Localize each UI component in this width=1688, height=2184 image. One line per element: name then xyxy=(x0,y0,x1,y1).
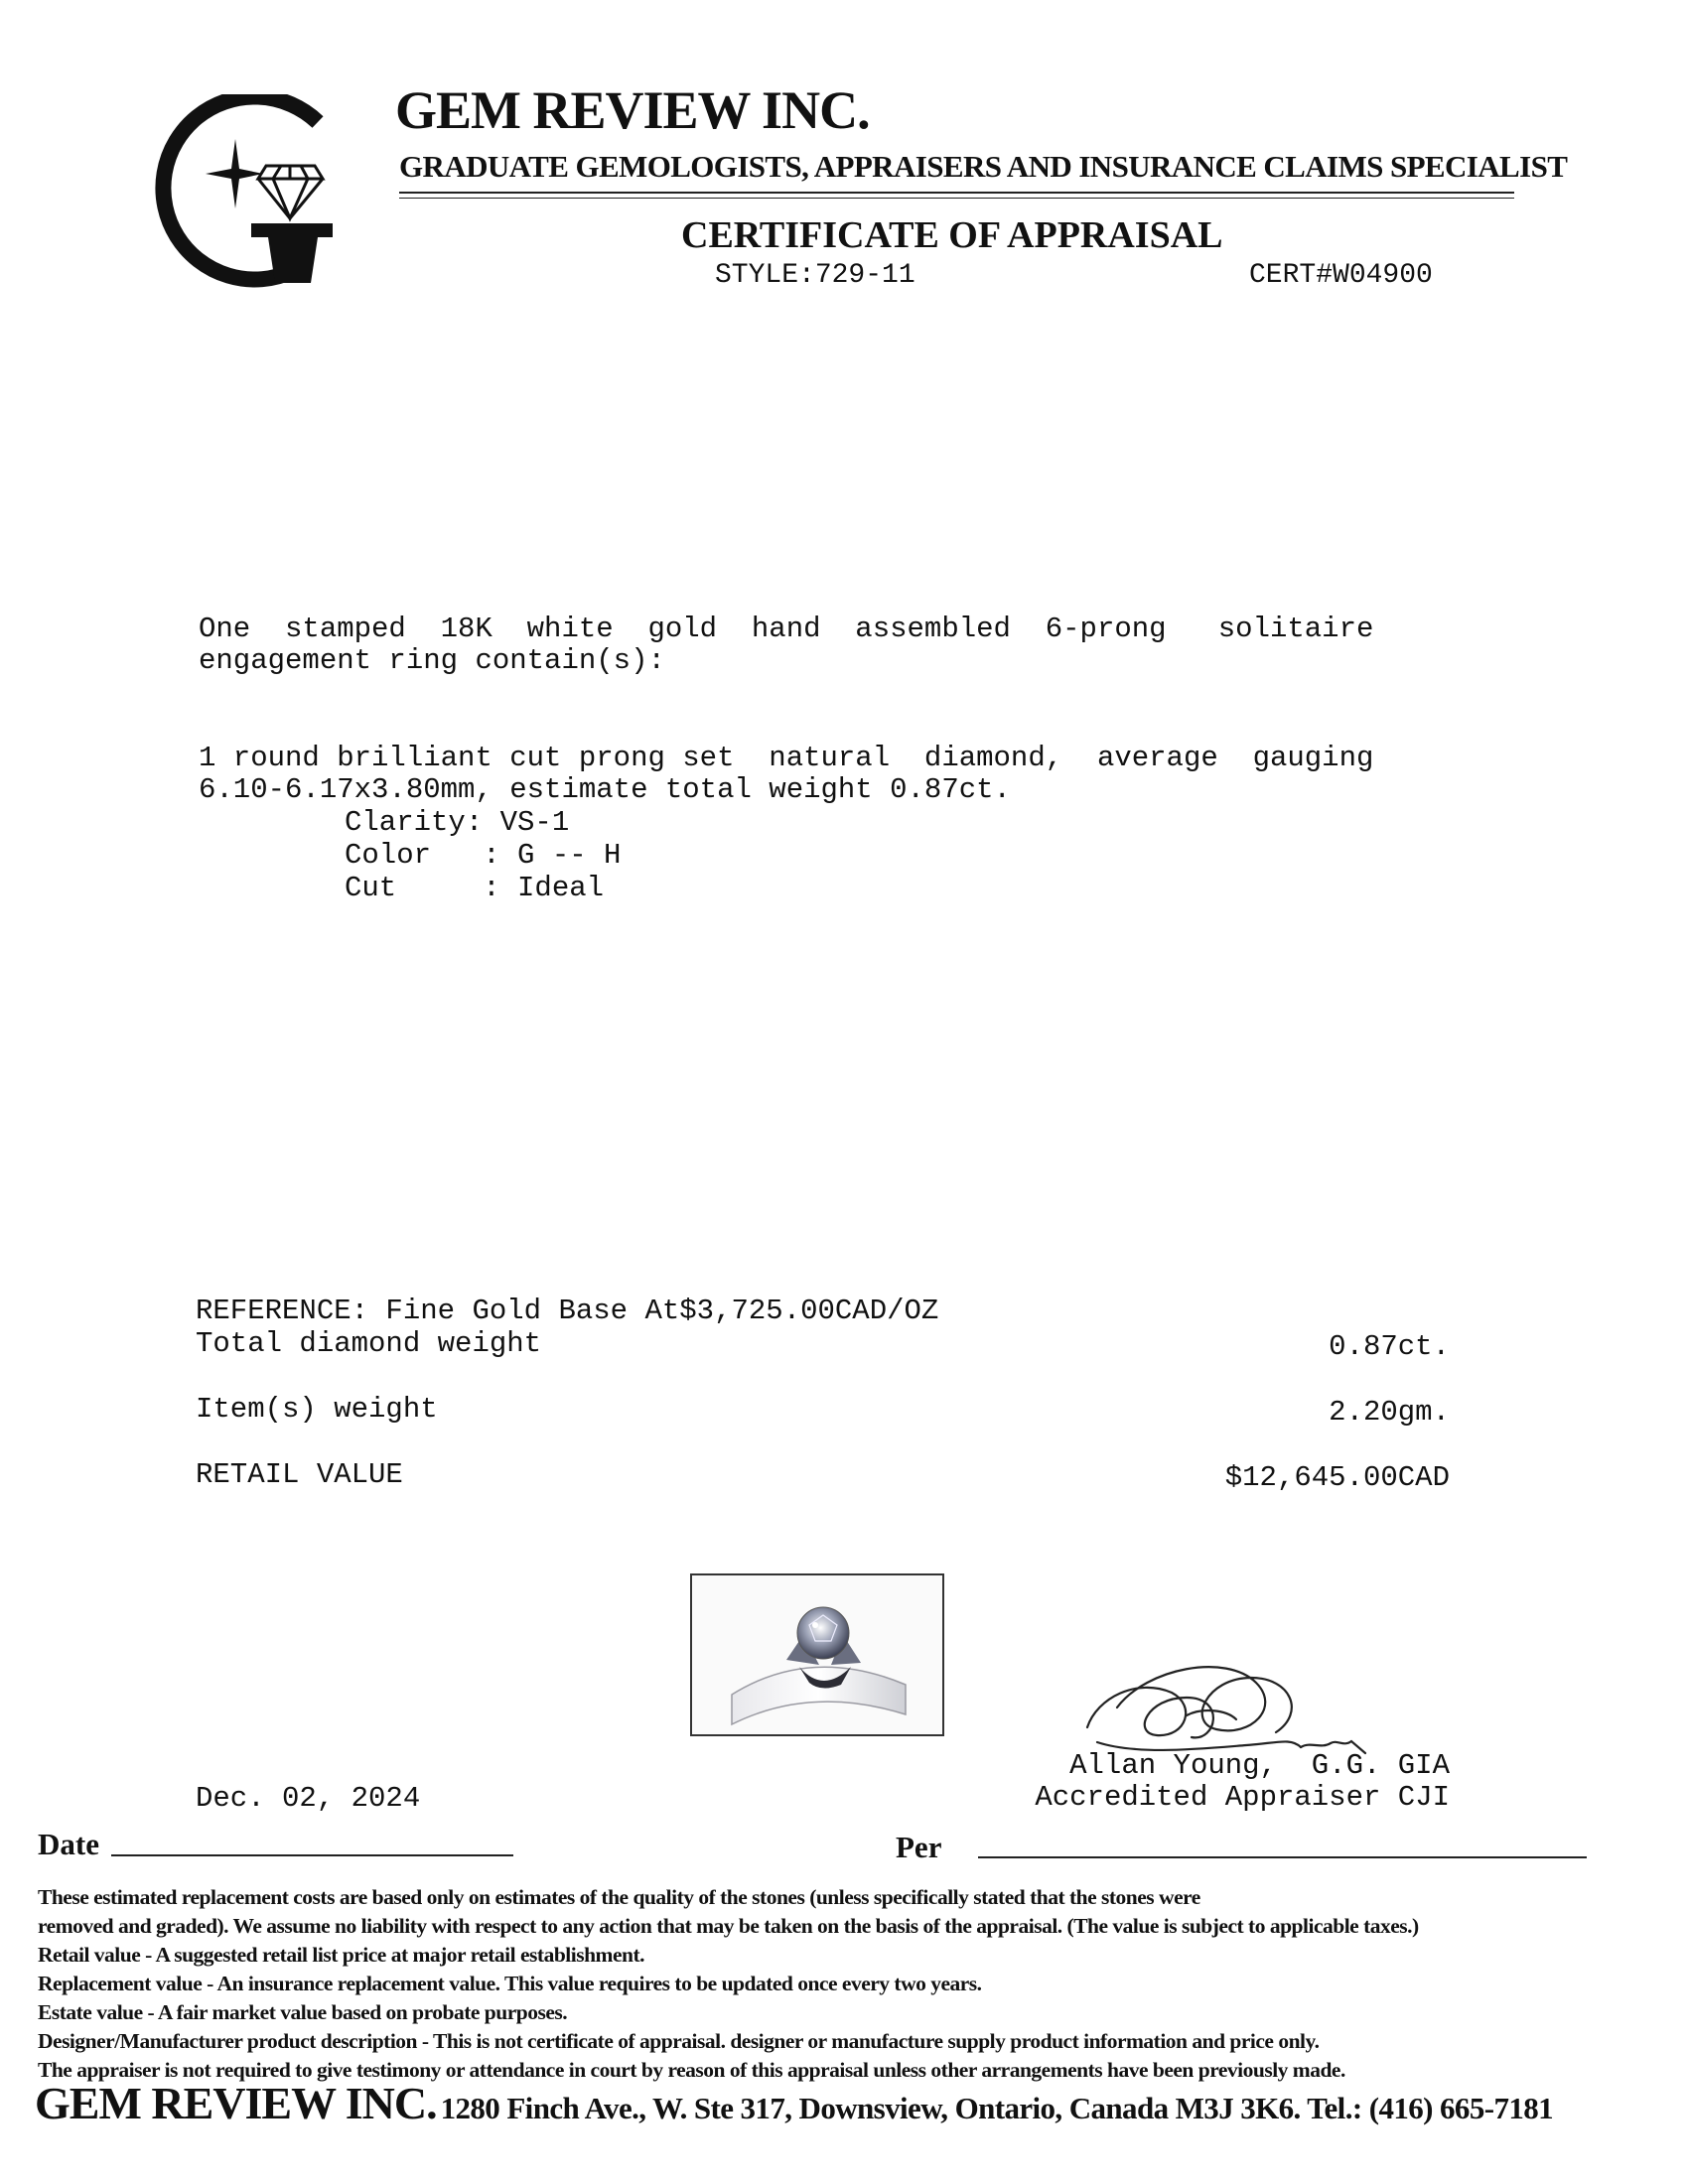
item-description xyxy=(199,614,1452,677)
total-diamond-weight-label: Total diamond weight xyxy=(196,1327,542,1360)
date-label: Date xyxy=(38,1827,99,1861)
description-line: One stamped 18K white gold hand assembled 6-prong solitaire xyxy=(199,613,1374,645)
footer-address: 1280 Finch Ave., W. Ste 317, Downsview, Ontario, Canada M3J 3K6. Tel.: (416) 665-7181 xyxy=(440,2091,1554,2125)
description-line: engagement ring contain(s): xyxy=(199,644,665,677)
per-label: Per xyxy=(896,1830,942,1864)
diamond-line: 6.10-6.17x3.80mm, estimate total weight 0.87ct. xyxy=(199,773,1011,806)
disclaimer-line: removed and graded). We assume no liability with respect to any action that may be taken on the basis of the appraisal. (The value is subject to applicable taxes.) xyxy=(38,1914,1419,1938)
gem-review-logo-icon xyxy=(144,94,343,293)
disclaimer-line: Retail value - A suggested retail list price at major retail establishment. xyxy=(38,1943,644,1967)
style-number: STYLE:729-11 xyxy=(715,260,915,291)
diamond-description xyxy=(199,743,1452,806)
ring-photo-icon xyxy=(692,1575,942,1734)
total-diamond-weight-value: 0.87ct. xyxy=(1329,1330,1450,1363)
appraiser-signature-icon xyxy=(1077,1638,1395,1767)
disclaimer-line: Replacement value - An insurance replacement value. This value requires to be updated once every two years. xyxy=(38,1972,982,1995)
per-signature-line xyxy=(978,1856,1587,1858)
footer-company-name: GEM REVIEW INC. xyxy=(35,2078,437,2128)
certificate-number: CERT#W04900 xyxy=(1249,260,1433,291)
diamond-line: 1 round brilliant cut prong set natural diamond, average gauging xyxy=(199,742,1374,774)
color-spec: Color : G -- H xyxy=(345,839,622,872)
appraisal-date: Dec. 02, 2024 xyxy=(196,1782,421,1815)
company-tagline: GRADUATE GEMOLOGISTS, APPRAISERS AND INSURANCE CLAIMS SPECIALIST xyxy=(399,149,1568,184)
date-signature-line xyxy=(111,1854,513,1856)
retail-value-label: RETAIL VALUE xyxy=(196,1458,403,1491)
disclaimer-line: These estimated replacement costs are based only on estimates of the quality of the stones (unless specifically stated that the stones were xyxy=(38,1885,1200,1909)
clarity-spec: Clarity: VS-1 xyxy=(345,806,570,839)
disclaimer xyxy=(38,1883,1666,2085)
disclaimer-line: Estate value - A fair market value based on probate purposes. xyxy=(38,2000,568,2024)
retail-value-amount: $12,645.00CAD xyxy=(1224,1461,1450,1494)
certificate-title: CERTIFICATE OF APPRAISAL xyxy=(681,214,1223,256)
header-rule-thin xyxy=(399,198,1514,199)
appraiser-name xyxy=(1035,1750,1450,1814)
company-name: GEM REVIEW INC. xyxy=(395,80,870,140)
ring-photo xyxy=(690,1573,944,1736)
disclaimer-line: Designer/Manufacturer product description - This is not certificate of appraisal. designer or manufacture supply product information and price only. xyxy=(38,2029,1320,2053)
item-weight-value: 2.20gm. xyxy=(1329,1396,1450,1429)
disclaimer-line: The appraiser is not required to give testimony or attendance in court by reason of this appraisal unless other arrangements have been previously made. xyxy=(38,2058,1345,2082)
footer xyxy=(35,2077,1553,2129)
appraiser-credential: Accredited Appraiser CJI xyxy=(1035,1781,1450,1814)
item-weight-label: Item(s) weight xyxy=(196,1393,438,1426)
gold-reference: REFERENCE: Fine Gold Base At$3,725.00CAD/OZ xyxy=(196,1295,939,1327)
appraiser-line: Allan Young, G.G. GIA xyxy=(1069,1749,1450,1782)
header-rule xyxy=(399,192,1514,194)
cut-spec: Cut : Ideal xyxy=(345,872,605,904)
